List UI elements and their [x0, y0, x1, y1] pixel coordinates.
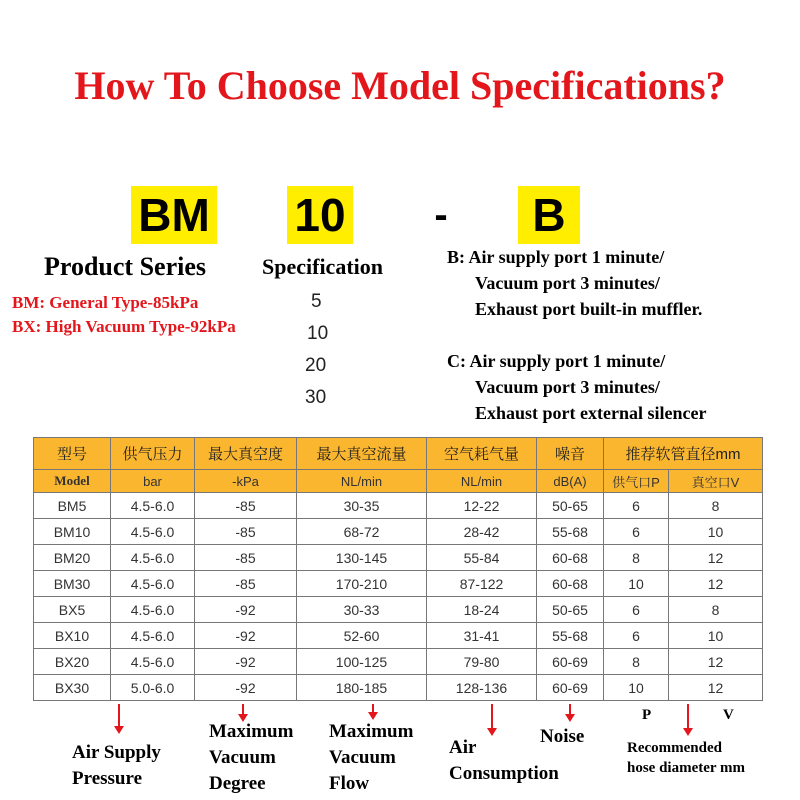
- table-cell: 6: [604, 493, 669, 519]
- table-cell: 30-35: [297, 493, 427, 519]
- spec-value: 5: [311, 291, 322, 312]
- product-series-heading: Product Series: [44, 252, 206, 281]
- arrow-down-icon: [687, 704, 689, 730]
- header-model: Model: [34, 470, 111, 493]
- table-cell: 130-145: [297, 545, 427, 571]
- table-cell: -85: [195, 571, 297, 597]
- table-cell: 8: [669, 493, 763, 519]
- table-cell: -85: [195, 493, 297, 519]
- legend-hose-diameter: [627, 738, 745, 778]
- table-cell: 55-84: [427, 545, 537, 571]
- model-code-dash: -: [434, 193, 448, 237]
- table-cell: BM30: [34, 571, 111, 597]
- model-code-spec-box: 10: [287, 186, 353, 244]
- table-cell: 55-68: [537, 519, 604, 545]
- table-cell: 12: [669, 545, 763, 571]
- option-b-line: Vacuum port 3 minutes/: [475, 273, 660, 293]
- legend-line: Flow: [329, 773, 370, 794]
- arrow-down-icon: [569, 704, 571, 716]
- table-cell: 55-68: [537, 623, 604, 649]
- model-code-series-box: BM: [131, 186, 217, 244]
- arrow-down-icon: [372, 704, 374, 714]
- legend-line: Air Supply: [72, 742, 161, 763]
- table-row: [34, 545, 763, 571]
- table-cell: 10: [604, 675, 669, 701]
- legend-v: V: [723, 707, 734, 723]
- table-cell: 68-72: [297, 519, 427, 545]
- legend-line: Air: [449, 737, 477, 758]
- table-cell: 10: [669, 623, 763, 649]
- header-unit: NL/min: [297, 470, 427, 493]
- header-unit: 真空口V: [669, 470, 763, 493]
- table-cell: 8: [604, 545, 669, 571]
- table-header-row: [34, 438, 763, 470]
- option-c-line: C: Air supply port 1 minute/: [447, 351, 666, 371]
- table-cell: -92: [195, 623, 297, 649]
- header-unit: NL/min: [427, 470, 537, 493]
- table-cell: 6: [604, 519, 669, 545]
- table-cell: 5.0-6.0: [111, 675, 195, 701]
- table-cell: BX20: [34, 649, 111, 675]
- legend-line: Consumption: [449, 763, 559, 784]
- spec-value: 20: [305, 355, 327, 376]
- table-cell: -85: [195, 519, 297, 545]
- page-title: How To Choose Model Specifications?: [74, 63, 726, 108]
- table-cell: BX5: [34, 597, 111, 623]
- table-cell: 6: [604, 597, 669, 623]
- legend-line: Pressure: [72, 768, 143, 789]
- table-row: [34, 649, 763, 675]
- spec-value: 30: [305, 387, 327, 408]
- header-unit: bar: [111, 470, 195, 493]
- table-cell: -92: [195, 597, 297, 623]
- table-cell: 52-60: [297, 623, 427, 649]
- header-noise-cn: 噪音: [537, 438, 604, 470]
- legend-line: Vacuum: [329, 747, 396, 768]
- table-cell: 4.5-6.0: [111, 493, 195, 519]
- table-cell: 4.5-6.0: [111, 649, 195, 675]
- model-code-option-box: B: [518, 186, 580, 244]
- table-cell: 50-65: [537, 493, 604, 519]
- table-cell: 60-69: [537, 649, 604, 675]
- header-unit: dB(A): [537, 470, 604, 493]
- header-vacuum-cn: 最大真空度: [195, 438, 297, 470]
- legend-noise: Noise: [540, 726, 585, 747]
- table-units-row: [34, 470, 763, 493]
- table-cell: 100-125: [297, 649, 427, 675]
- table-cell: 87-122: [427, 571, 537, 597]
- table-cell: 12: [669, 649, 763, 675]
- table-cell: 4.5-6.0: [111, 597, 195, 623]
- table-cell: BM5: [34, 493, 111, 519]
- table-cell: 60-69: [537, 675, 604, 701]
- table-cell: -92: [195, 649, 297, 675]
- table-cell: 12: [669, 675, 763, 701]
- legend-line: Maximum: [209, 721, 294, 742]
- header-hose-cn: 推荐软管直径mm: [604, 438, 763, 470]
- table-row: [34, 519, 763, 545]
- spec-value: 10: [307, 323, 329, 344]
- table-cell: 60-68: [537, 545, 604, 571]
- table-cell: BX30: [34, 675, 111, 701]
- arrow-down-icon: [242, 704, 244, 716]
- table-cell: 4.5-6.0: [111, 623, 195, 649]
- table-cell: 4.5-6.0: [111, 545, 195, 571]
- arrow-down-icon: [118, 704, 120, 728]
- table-cell: BM10: [34, 519, 111, 545]
- legend-line: hose diameter mm: [627, 760, 746, 776]
- table-cell: 10: [604, 571, 669, 597]
- table-row: [34, 571, 763, 597]
- arrow-down-icon: [491, 704, 493, 730]
- legend-line: Degree: [209, 773, 266, 794]
- table-cell: 50-65: [537, 597, 604, 623]
- legend-p: P: [642, 707, 652, 723]
- table-row: [34, 623, 763, 649]
- option-c-line: Exhaust port external silencer: [475, 403, 707, 423]
- series-item-bm: BM: General Type-85kPa: [12, 293, 199, 312]
- table-cell: 28-42: [427, 519, 537, 545]
- header-unit: -kPa: [195, 470, 297, 493]
- table-cell: 30-33: [297, 597, 427, 623]
- legend-line: Recommended: [627, 740, 722, 756]
- table-cell: 170-210: [297, 571, 427, 597]
- table-cell: 6: [604, 623, 669, 649]
- table-cell: -92: [195, 675, 297, 701]
- table-cell: -85: [195, 545, 297, 571]
- table-cell: 31-41: [427, 623, 537, 649]
- legend-air-supply-pressure: [72, 740, 161, 792]
- option-c-line: Vacuum port 3 minutes/: [475, 377, 660, 397]
- table-cell: 8: [604, 649, 669, 675]
- table-row: [34, 597, 763, 623]
- table-cell: 10: [669, 519, 763, 545]
- table-cell: 4.5-6.0: [111, 571, 195, 597]
- table-cell: 180-185: [297, 675, 427, 701]
- legend-max-vacuum-degree: [209, 719, 293, 797]
- table-cell: 12: [669, 571, 763, 597]
- header-pressure-cn: 供气压力: [111, 438, 195, 470]
- table-cell: BM20: [34, 545, 111, 571]
- table-cell: 18-24: [427, 597, 537, 623]
- header-flow-cn: 最大真空流量: [297, 438, 427, 470]
- header-model-cn: 型号: [34, 438, 111, 470]
- option-b-line: B: Air supply port 1 minute/: [447, 247, 665, 267]
- table-cell: BX10: [34, 623, 111, 649]
- legend-max-vacuum-flow: [329, 719, 413, 797]
- spec-table: [33, 437, 763, 701]
- legend-line: Maximum: [329, 721, 414, 742]
- table-cell: 4.5-6.0: [111, 519, 195, 545]
- table-cell: 12-22: [427, 493, 537, 519]
- header-consumption-cn: 空气耗气量: [427, 438, 537, 470]
- table-cell: 60-68: [537, 571, 604, 597]
- option-b-line: Exhaust port built-in muffler.: [475, 299, 703, 319]
- legend-line: Vacuum: [209, 747, 276, 768]
- table-cell: 79-80: [427, 649, 537, 675]
- table-cell: 8: [669, 597, 763, 623]
- table-cell: 128-136: [427, 675, 537, 701]
- specification-heading: Specification: [262, 254, 383, 279]
- series-item-bx: BX: High Vacuum Type-92kPa: [12, 317, 236, 336]
- table-row: [34, 493, 763, 519]
- table-row: [34, 675, 763, 701]
- header-unit: 供气口P: [604, 470, 669, 493]
